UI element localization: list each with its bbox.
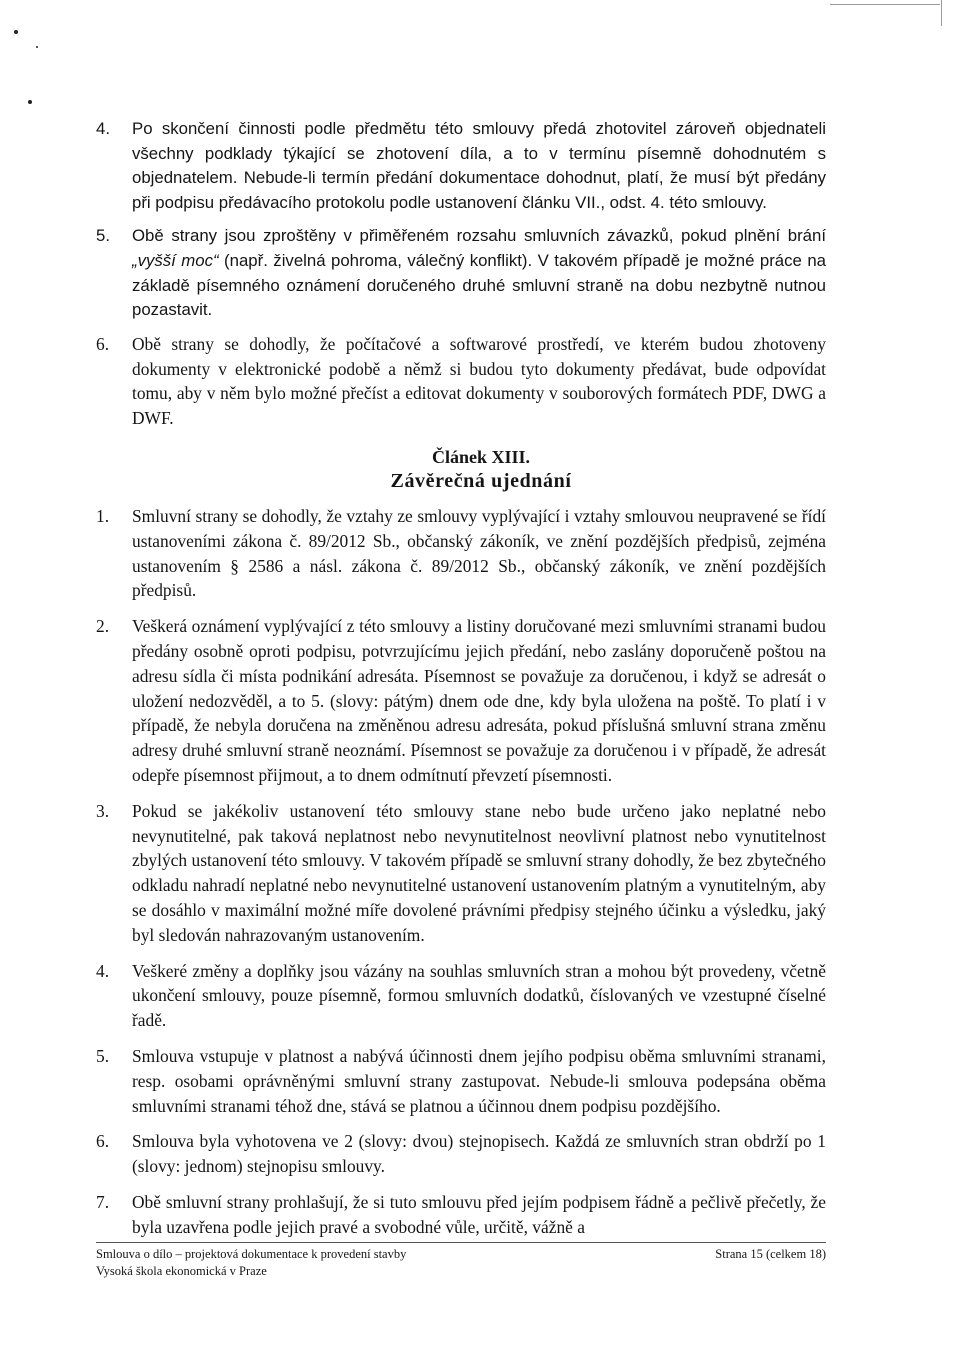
item-number: 2. xyxy=(96,616,110,637)
item-number: 4. xyxy=(96,119,110,138)
list-item xyxy=(96,799,826,948)
article-title: Závěrečná ujednání xyxy=(390,470,572,492)
item-text: Obě strany jsou zproštěny v přiměřeném rozsahu smluvních závazků, pokud plnění brání xyxy=(132,226,826,246)
item-text: Obě smluvní strany prohlašují, že si tuto smlouvu před jejím podpisem řádně a pečlivě přečetly, že byla uzavřena podle jejich pravé a svobodné vůle, určitě, vážně a xyxy=(132,1191,826,1237)
item-text-italic: „vyšší moc“ xyxy=(132,250,219,270)
footer-organization: Vysoká škola ekonomická v Praze xyxy=(96,1264,267,1278)
item-number: 6. xyxy=(96,333,110,354)
item-number: 6. xyxy=(96,1131,110,1152)
item-number: 3. xyxy=(96,800,110,821)
scan-speck xyxy=(36,46,38,48)
list-item xyxy=(96,117,826,215)
item-number: 4. xyxy=(96,960,110,981)
list-item xyxy=(96,1129,826,1179)
list-item xyxy=(96,959,826,1033)
scan-edge-line xyxy=(830,4,940,5)
item-number: 7. xyxy=(96,1191,110,1212)
list-item xyxy=(96,1044,826,1118)
numbered-list-article xyxy=(96,504,826,1240)
footer-page-number: Strana 15 (celkem 18) xyxy=(715,1247,826,1261)
item-number: 5. xyxy=(96,1045,110,1066)
scan-speck xyxy=(28,100,32,104)
list-item xyxy=(96,1190,826,1240)
item-text: (např. živelná pohroma, válečný konflikt). V takovém případě je možné práce na základě písemného oznámení doručeného druhé smluvní straně na dobu nezbytně nutnou pozastavit. xyxy=(132,250,826,320)
list-item xyxy=(96,224,826,322)
item-text: Pokud se jakékoliv ustanovení této smlouvy stane nebo bude určeno jako neplatné nebo nevynutitelné, pak taková neplatnost nebo nevynutitelnost neovlivní platnost nebo vynutitelnost zbylých ustanovení této smlouvy. V takovém případě se smluvní strany dohodly, že bez zbytečného odkladu nahradí neplatné nebo nevynutitelné ustanovení ustanovením platným a vynutitelným, aby se dosáhlo v maximální možné míře dovolené právními předpisy stejného účinku a výsledku, jaký byl sledován nahrazovaným ustanovením. xyxy=(132,800,826,945)
item-number: 5. xyxy=(96,226,110,246)
item-text: Smlouva byla vyhotovena ve 2 (slovy: dvou) stejnopisech. Každá ze smluvních stran obdrží po 1 (slovy: jednom) stejnopisu smlouvy. xyxy=(132,1131,826,1177)
footer-row xyxy=(96,1246,826,1263)
item-text: Smlouva vstupuje v platnost a nabývá účinnosti dnem jejího podpisu oběma smluvními stranami, resp. osobami oprávněnými smluvní strany zastupovat. Nebude-li smlouva podepsána oběma smluvními stranami téhož dne, stává se platnou a účinnou dnem podpisu pozdějšího. xyxy=(132,1045,826,1116)
list-item xyxy=(96,504,826,603)
item-text: Smluvní strany se dohodly, že vztahy ze smlouvy vyplývající i vztahy smlouvou neupravené se řídí ustanoveními zákona č. 89/2012 Sb., občanský zákoník, ve znění pozdějších předpisů, zejména ustanovením § 2586 a násl. zákona č. 89/2012 Sb., občanský zákoník, ve znění pozdějších předpisů. xyxy=(132,506,826,601)
item-text: Obě strany se dohodly, že počítačové a softwarové prostředí, ve kterém budou zhotoveny dokumenty v elektronické podobě a němž si budou tyto dokumenty předávat, bude odpovídat tomu, aby v něm bylo možné přečíst a editovat dokumenty v souborových formátech PDF, DWG a DWF. xyxy=(132,333,826,429)
footer-document-title: Smlouva o dílo – projektová dokumentace k provedení stavby xyxy=(96,1247,407,1261)
list-item xyxy=(96,614,826,788)
item-number: 1. xyxy=(96,506,110,526)
item-text: Po skončení činnosti podle předmětu této smlouvy předá zhotovitel zároveň objednateli všechny podklady týkající se zhotovení díla, a to v termínu písemně dohodnutém s objednatelem. Nebude-li termín předání dokumentace dohodnut, platí, že musí být předány při podpisu předávacího protokolu podle ustanovení článku VII., odst. 4. této smlouvy. xyxy=(132,119,826,212)
scan-edge-line xyxy=(941,0,942,26)
article-number: Článek XIII. xyxy=(431,447,531,467)
numbered-list-top xyxy=(96,117,826,431)
item-text: Veškeré změny a doplňky jsou vázány na souhlas smluvních stran a mohou být provedeny, včetně ukončení smlouvy, pouze písemně, formou smluvních dodatků, číslovaných ve vzestupné číselné řadě. xyxy=(132,960,826,1031)
footer-divider xyxy=(96,1242,826,1243)
scan-speck xyxy=(14,30,18,34)
page-footer xyxy=(96,1246,826,1280)
list-item xyxy=(96,332,826,431)
item-text: Veškerá oznámení vyplývající z této smlouvy a listiny doručované mezi smluvními stranami budou předány osobně oproti podpisu, potvrzujícímu jejich předání, nebo zaslány doporučeně poštou na adresu sídla či místa podnikání adresáta. Písemnost se považuje za doručenou, i když se adresát o uložení nedozvěděl, a to 5. (slovy: pátým) dnem ode dne, kdy byla uložena na poště. To platí i v případě, že nebyla doručena na změněnou adresu adresáta, pokud příslušná smluvní strana změnu adresy druhé smluvní straně neoznámí. Písemnost se považuje za doručenou i v případě, že adresát odepře písemnost přijmout, a to dnem odmítnutí převzetí písemnosti. xyxy=(132,616,826,785)
